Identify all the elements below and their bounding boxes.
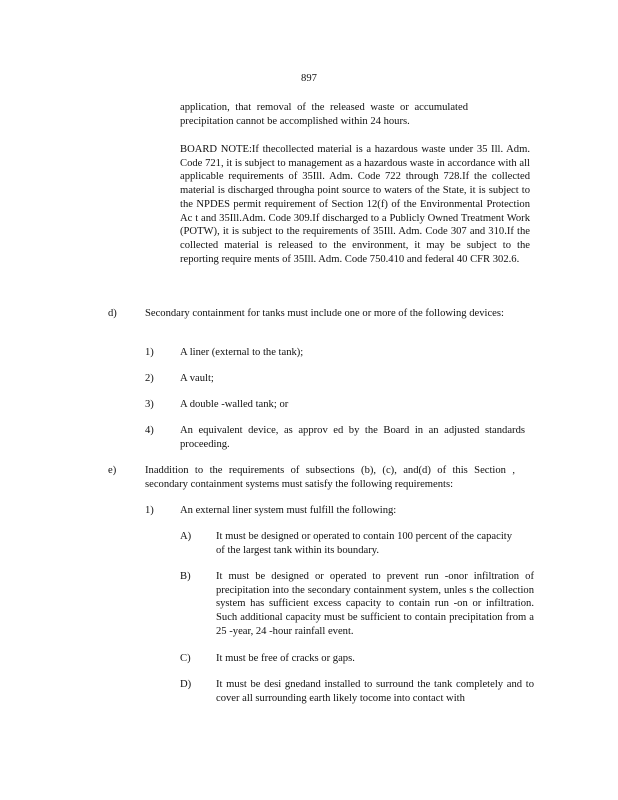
subitem-d-text: It must be desi gnedand installed to surround the tank completely and to cover all surrounding earth likely tocome into contact with xyxy=(216,679,534,704)
subitem-c-label: C) xyxy=(180,653,191,664)
subitem-a-text: It must be designed or operated to contain 100 percent of the capacity of the largest tank within its boundary. xyxy=(216,531,512,556)
section-d-item-2-label: 2) xyxy=(145,373,154,384)
subitem-d-label: D) xyxy=(180,679,192,690)
section-d-item-1-label: 1) xyxy=(145,347,154,358)
section-d-item-2-text: A vault; xyxy=(180,373,214,384)
section-e-label: e) xyxy=(108,465,117,476)
section-d-item-3-label: 3) xyxy=(145,399,154,410)
section-d-label: d) xyxy=(108,308,117,319)
section-d-item-1-text: A liner (external to the tank); xyxy=(180,347,304,358)
subitem-b-text: It must be designed or operated to prevent run -onor infiltration of precipitation into the secondary containment system, unles s the collection system has sufficient excess capacity to contain run -on or infiltration. Such additional capacity must be sufficient to contain precipitation from a 25 -year, 24 -hour rainfall event. xyxy=(216,571,534,637)
subitem-c-text: It must be free of cracks or gaps. xyxy=(216,653,355,664)
subitem-b-label: B) xyxy=(180,571,191,582)
board-note: BOARD NOTE:If thecollected material is a hazardous waste under 35 Ill. Adm. Code 721, it is subject to management as a hazardous waste in accordance with all applicable requirements of 35Ill. Adm. Code 722 through 728.If the collected material is discharged througha point source to waters of the State, it is subject to the NPDES permit requirement of Section 12(f) of the Environmental Protection Ac t and 35Ill.Adm. Code 309.If discharged to a Publicly Owned Treatment Work (POTW), it is subject to the requirements of 35Ill. Adm. Code 307 and 310.If the collected material is released to the environment, it may be subject to the reporting require ments of 35Ill. Adm. Code 750.410 and federal 40 CFR 302.6. xyxy=(180,144,530,265)
section-d-item-4-label: 4) xyxy=(145,425,154,436)
section-d-item-3-text: A double -walled tank; or xyxy=(180,399,289,410)
section-d-item-4-text: An equivalent device, as approv ed by the Board in an adjusted standards proceeding. xyxy=(180,425,525,450)
section-d-text: Secondary containment for tanks must include one or more of the following devices: xyxy=(145,308,504,319)
subitem-a-label: A) xyxy=(180,531,192,542)
intro-paragraph: application, that removal of the released waste or accumulated precipitation cannot be accomplished within 24 hours. xyxy=(180,102,468,127)
section-e-item-1-text: An external liner system must fulfill the following: xyxy=(180,505,397,516)
section-e-item-1-label: 1) xyxy=(145,505,154,516)
page-number: 897 xyxy=(301,73,317,84)
section-e-text: Inaddition to the requirements of subsections (b), (c), and(d) of this Section , secondary containment systems must satisfy the following requirements: xyxy=(145,465,515,490)
